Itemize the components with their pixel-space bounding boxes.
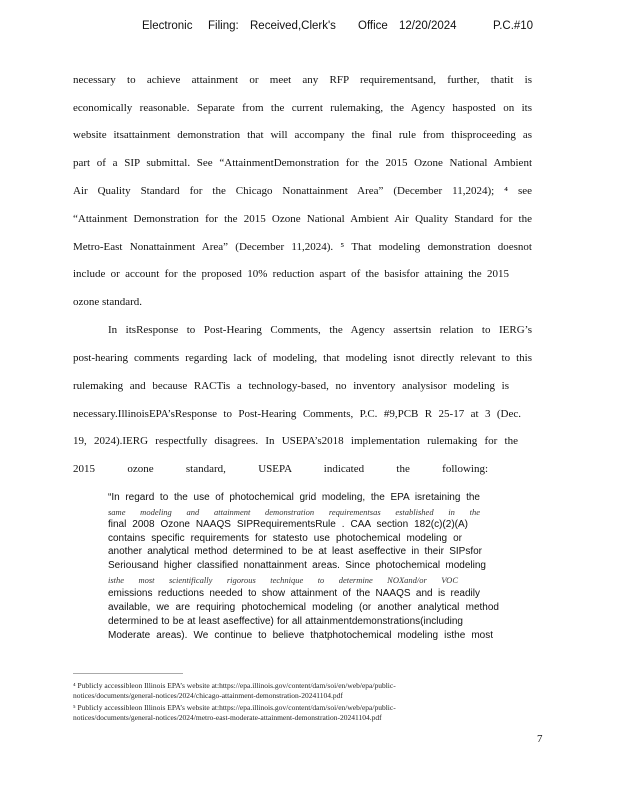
- header-office: Office: [358, 20, 388, 32]
- body-line: necessary to achieve attainment or meet any RFP requirementsand, further, thatit is: [73, 74, 532, 86]
- quote-line: same modeling and attainment demonstration requirementsas established in the: [108, 507, 480, 517]
- body-line: rulemaking and because RACTis a technology-based, no inventory analysisor modeling is: [73, 380, 509, 392]
- body-line: 19, 2024).IERG respectfully disagrees. In USEPA’s2018 implementation rulemaking for the: [73, 435, 518, 447]
- body-line: necessary.IllinoisEPA’sResponse to Post-Hearing Comments, P.C. #9,PCB R 25-17 at 3 (Dec.: [73, 408, 521, 420]
- header-date: 12/20/2024: [399, 20, 457, 32]
- header-electronic: Electronic: [142, 20, 193, 32]
- body-line: post-hearing comments regarding lack of modeling, that modeling isnot directly relevant to this: [73, 352, 532, 364]
- body-line: Air Quality Standard for the Chicago Nonattainment Area” (December 11,2024); ⁴ see: [73, 185, 532, 197]
- quote-line: contains specific requirements for statesto use photochemical modeling or: [108, 533, 462, 544]
- quote-line: isthe most scientifically rigorous technique to determine NOXand/or VOC: [108, 575, 458, 585]
- header-pc-number: P.C.#10: [493, 20, 534, 32]
- page-number: 7: [537, 733, 543, 745]
- footnote-5-continued: notices/documents/general-notices/2024/metro-east-moderate-attainment-demonstration-20241104.pdf: [73, 713, 382, 722]
- quote-line: Seriousand higher classified nonattainment areas. Since photochemical modeling: [108, 560, 486, 571]
- body-line: Metro-East Nonattainment Area” (December 11,2024). ⁵ That modeling demonstration doesnot: [73, 241, 532, 253]
- footnote-4: ⁴ Publicly accessibleon Illinois EPA’s website at:https://epa.illinois.gov/content/dam/soi/en/web/epa/public-: [73, 681, 396, 690]
- footnote-divider: [73, 673, 183, 674]
- body-line: part of a SIP submittal. See “AttainmentDemonstration for the 2015 Ozone National Ambient: [73, 157, 532, 169]
- body-line: economically reasonable. Separate from the current rulemaking, the Agency hasposted on its: [73, 102, 532, 114]
- quote-line: “In regard to the use of photochemical grid modeling, the EPA isretaining the: [108, 492, 480, 503]
- body-line: ozone standard.: [73, 296, 143, 308]
- body-line: 2015 ozone standard, USEPA indicated the following:: [73, 463, 488, 475]
- body-line: “Attainment Demonstration for the 2015 Ozone National Ambient Air Quality Standard for the: [73, 213, 532, 225]
- footnote-5: ⁵ Publicly accessibleon Illinois EPA’s website at:https://epa.illinois.gov/content/dam/soi/en/web/epa/public-: [73, 703, 396, 712]
- header-filing: Filing:: [208, 20, 239, 32]
- body-line: include or account for the proposed 10% reduction aspart of the basisfor attaining the 2015: [73, 268, 509, 280]
- filing-header: [0, 20, 618, 38]
- quote-line: available, we are requiring photochemical modeling (or another analytical method: [108, 602, 499, 613]
- quote-line: determined to be at least aseffective) for all attainmentdemonstrations(including: [108, 616, 463, 627]
- quote-line: final 2008 Ozone NAAQS SIPRequirementsRule . CAA section 182(c)(2)(A): [108, 519, 468, 530]
- header-received-clerk: Received,Clerk's: [250, 20, 336, 32]
- quote-line: emissions reductions needed to show attainment of the NAAQS and is readily: [108, 588, 480, 599]
- footnote-4-continued: notices/documents/general-notices/2024/chicago-attainment-demonstration-20241104.pdf: [73, 691, 343, 700]
- body-line: website itsattainment demonstration that will accompany the final rule from thisproceeding as: [73, 129, 532, 141]
- quote-line: Moderate areas). We continue to believe thatphotochemical modeling isthe most: [108, 630, 493, 641]
- quote-line: another analytical method determined to be at least aseffective in their SIPsfor: [108, 546, 482, 557]
- body-line: In itsResponse to Post-Hearing Comments, the Agency assertsin relation to IERG’s: [108, 324, 532, 336]
